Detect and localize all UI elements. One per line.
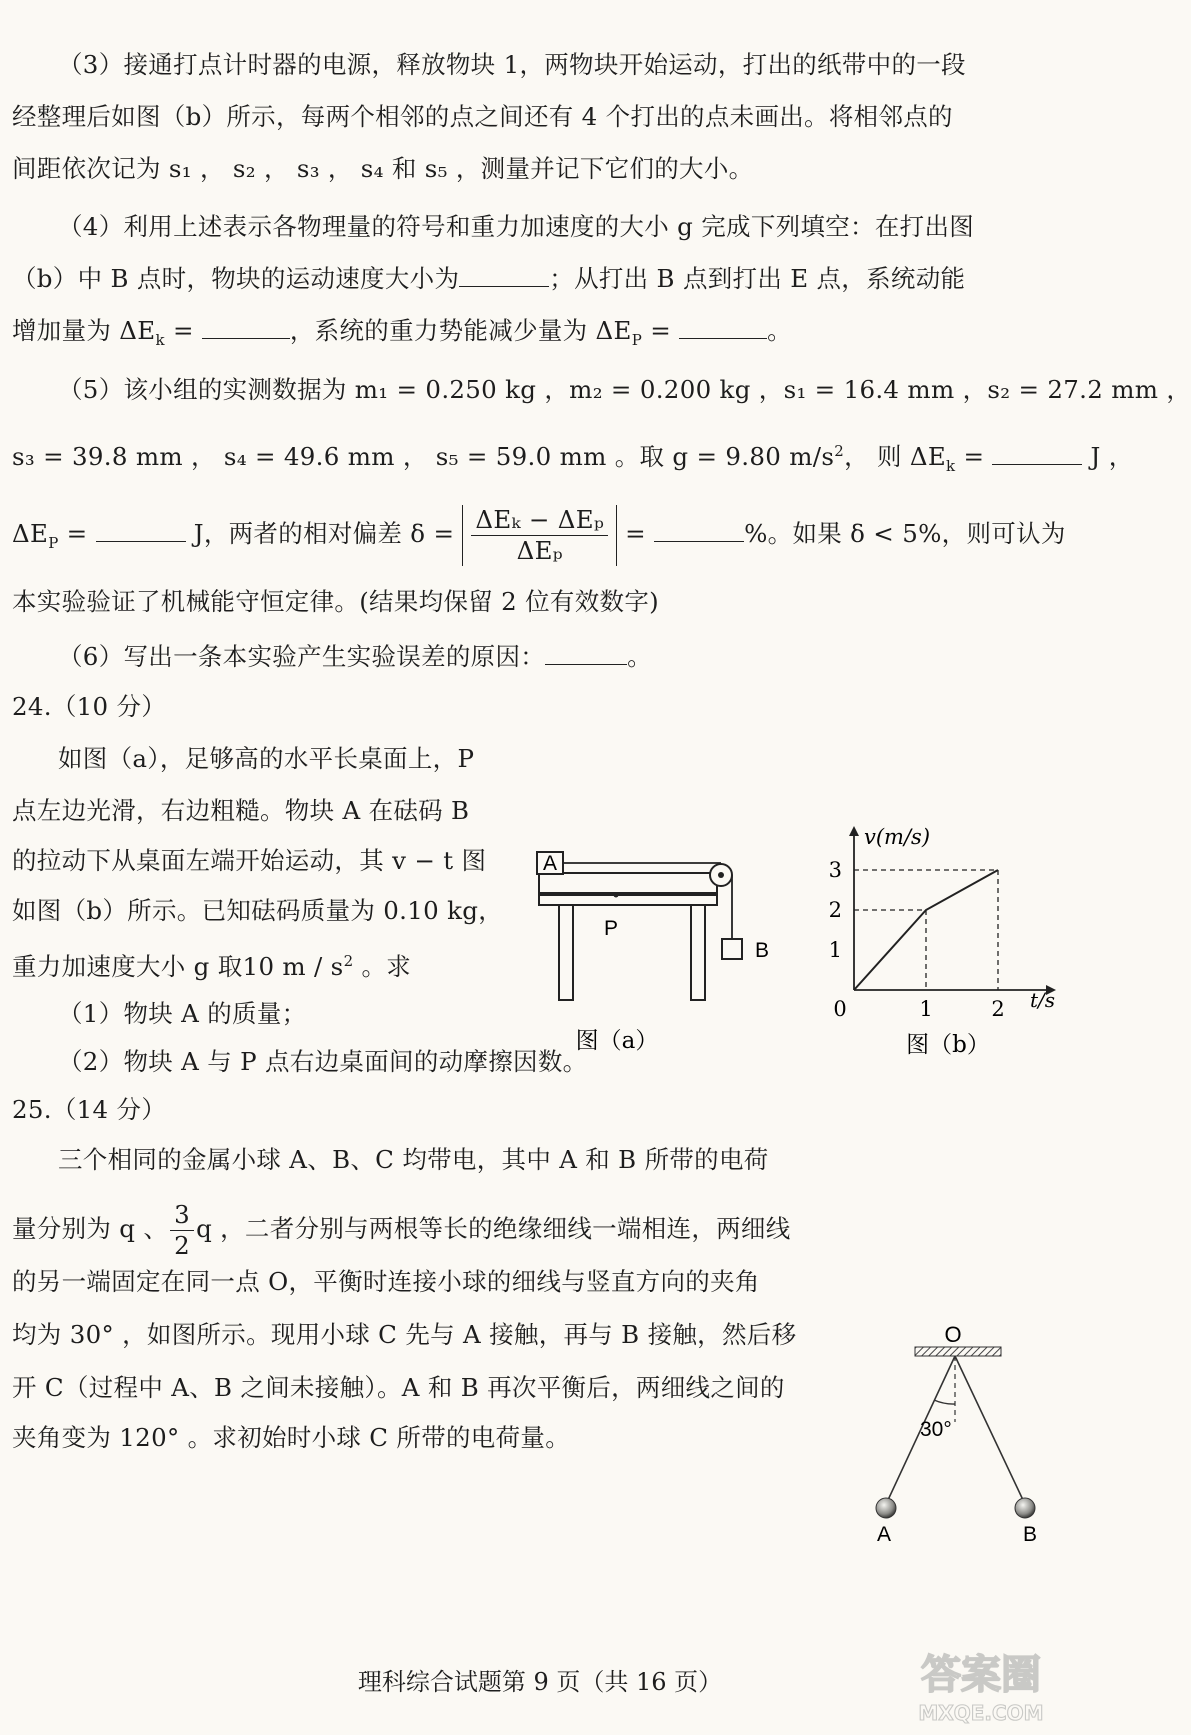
question-24-heading: 24.（10 分） xyxy=(12,692,167,721)
ball-a-label: A xyxy=(876,1523,892,1546)
weight-b-label: B xyxy=(755,939,770,962)
text-segment: = xyxy=(164,316,202,345)
table-leg xyxy=(691,905,705,1000)
fraction-numerator: ΔEₖ − ΔEₚ xyxy=(471,505,608,536)
answer-blank[interactable] xyxy=(202,316,290,339)
figure-a-caption: 图（a） xyxy=(575,1028,659,1054)
thread-b xyxy=(955,1356,1023,1500)
text-segment: ， 则 ΔE xyxy=(844,442,947,472)
text-segment: = xyxy=(58,519,96,548)
text-segment: ΔE xyxy=(12,519,49,548)
text-line: 经整理后如图（b）所示，每两个相邻的点之间还有 4 个打出的点未画出。将相邻点的 xyxy=(12,102,953,131)
text-line xyxy=(12,314,792,357)
weight-b xyxy=(722,939,742,959)
text-line: 如图（b）所示。已知砝码质量为 0.10 kg， xyxy=(12,896,504,925)
subscript: P xyxy=(631,330,643,349)
text-line: 的另一端固定在同一点 O，平衡时连接小球的细线与竖直方向的夹角 xyxy=(12,1267,760,1296)
text-segment: J，两者的相对偏差 δ = xyxy=(185,519,463,548)
figure-pendulum-balls xyxy=(870,1322,1060,1547)
text-segment: 增加量为 ΔE xyxy=(12,316,156,345)
page-footer: 理科综合试题第 9 页（共 16 页） xyxy=(357,1668,723,1696)
point-p-label: P xyxy=(603,917,619,940)
watermark-text: 答案圈 xyxy=(921,1652,1041,1698)
tabletop xyxy=(539,873,717,893)
text-line: 间距依次记为 s₁ ， s₂ ， s₃ ， s₄ 和 s₅ ，测量并记下它们的大小。 xyxy=(12,154,754,183)
text-segment: 。 xyxy=(767,316,792,345)
answer-blank[interactable] xyxy=(96,519,186,542)
table-leg xyxy=(559,905,573,1000)
text-line: 开 C（过程中 A、B 之间未接触）。A 和 B 再次平衡后，两细线之间的 xyxy=(12,1373,785,1402)
ball-b xyxy=(1015,1498,1035,1518)
text-segment: J ， xyxy=(1082,442,1134,472)
subscript: P xyxy=(48,533,59,552)
point-p-mark xyxy=(614,893,619,898)
superscript: 2 xyxy=(834,442,845,460)
x-tick-label: 0 xyxy=(833,997,847,1021)
ball-b-label: B xyxy=(1022,1523,1038,1546)
ball-a xyxy=(876,1498,896,1518)
figure-b-caption: 图（b） xyxy=(906,1032,990,1058)
text-line: （5）该小组的实测数据为 m₁ = 0.250 kg ，m₂ = 0.200 kg ，s₁ = 16.4 mm ，s₂ = 27.2 mm ， xyxy=(58,375,1191,404)
text-segment: q ，二者分别与两根等长的绝缘细线一端相连，两细线 xyxy=(196,1214,791,1243)
text-segment: 量分别为 q 、 xyxy=(12,1214,169,1243)
answer-blank[interactable] xyxy=(459,264,549,287)
text-segment: = xyxy=(955,442,993,472)
subscript: k xyxy=(155,330,165,349)
text-segment: 。 xyxy=(627,642,652,671)
text-line xyxy=(12,434,1134,483)
figure-a-table-pulley xyxy=(535,852,795,1060)
text-line: 点左边光滑，右边粗糙。物块 A 在砝码 B xyxy=(12,796,470,825)
block-a-label: A xyxy=(542,852,558,875)
text-line: （1）物块 A 的质量； xyxy=(58,999,307,1028)
text-segment: s₃ = 39.8 mm ， s₄ = 49.6 mm ， s₅ = 59.0 mm 。取 g = 9.80 m/s xyxy=(12,442,835,472)
text-line: 夹角变为 120° 。求初始时小球 C 所带的电荷量。 xyxy=(12,1423,571,1452)
y-tick-label: 1 xyxy=(828,938,842,962)
watermark-logo xyxy=(896,1640,1066,1725)
text-line xyxy=(12,1200,791,1261)
text-line: （3）接通打点计时器的电源，释放物块 1，两物块开始运动，打出的纸带中的一段 xyxy=(58,50,966,79)
answer-blank[interactable] xyxy=(545,642,627,665)
answer-blank[interactable] xyxy=(992,442,1082,465)
text-line: （4）利用上述表示各物理量的符号和重力加速度的大小 g 完成下列填空：在打出图 xyxy=(58,212,975,241)
text-segment: 。求 xyxy=(353,952,412,982)
table-frame xyxy=(539,895,717,905)
fraction-denominator: 2 xyxy=(174,1231,191,1260)
x-tick-label: 2 xyxy=(991,997,1005,1021)
text-line: 均为 30° ，如图所示。现用小球 C 先与 A 接触，再与 B 接触，然后移 xyxy=(12,1320,797,1349)
text-line xyxy=(12,262,965,296)
figure-b-vt-graph xyxy=(820,820,1070,1058)
text-segment: ，系统的重力势能减少量为 ΔE xyxy=(289,316,632,345)
text-line xyxy=(12,944,411,984)
question-25-heading: 25.（14 分） xyxy=(12,1095,167,1124)
text-line xyxy=(58,640,652,674)
text-segment: %。如果 δ < 5%，则可认为 xyxy=(744,519,1066,548)
x-axis-label: t/s xyxy=(1030,988,1056,1012)
answer-blank[interactable] xyxy=(679,316,767,339)
pivot-label: O xyxy=(944,1322,962,1347)
pulley-axle xyxy=(718,872,724,878)
fraction-numerator: 3 xyxy=(170,1200,194,1231)
angle-arc xyxy=(934,1400,955,1404)
ceiling-support xyxy=(915,1347,1001,1356)
fraction-denominator: ΔEₚ xyxy=(516,536,563,565)
fraction-three-halves xyxy=(170,1200,194,1261)
angle-label: 30° xyxy=(920,1418,952,1441)
text-segment: 重力加速度大小 g 取10 m / s xyxy=(12,952,344,982)
relative-deviation-formula xyxy=(462,505,617,566)
y-axis-label: v(m/s) xyxy=(864,825,931,849)
text-line xyxy=(12,505,1066,566)
text-line: 的拉动下从桌面左端开始运动，其 v − t 图 xyxy=(12,846,487,875)
y-tick-label: 2 xyxy=(828,898,842,922)
text-line: 本实验验证了机械能守恒定律。(结果均保留 2 位有效数字) xyxy=(12,587,659,616)
answer-blank[interactable] xyxy=(654,519,744,542)
text-line: 如图（a），足够高的水平长桌面上，P xyxy=(58,744,475,773)
watermark-url: MXQE.COM xyxy=(918,1701,1044,1725)
text-segment: （6）写出一条本实验产生实验误差的原因： xyxy=(58,642,546,671)
x-tick-label: 1 xyxy=(919,997,933,1021)
text-line: 三个相同的金属小球 A、B、C 均带电，其中 A 和 B 所带的电荷 xyxy=(58,1145,769,1174)
superscript: 2 xyxy=(343,952,354,970)
text-line: （2）物块 A 与 P 点右边桌面间的动摩擦因数。 xyxy=(58,1047,588,1076)
y-tick-label: 3 xyxy=(828,858,842,882)
text-segment: = xyxy=(617,519,655,548)
text-segment: = xyxy=(642,316,680,345)
subscript: k xyxy=(946,457,956,476)
text-segment: （b）中 B 点时，物块的运动速度大小为 xyxy=(12,264,460,293)
y-axis-arrow xyxy=(849,826,859,836)
text-segment: ；从打出 B 点到打出 E 点，系统动能 xyxy=(549,264,966,293)
